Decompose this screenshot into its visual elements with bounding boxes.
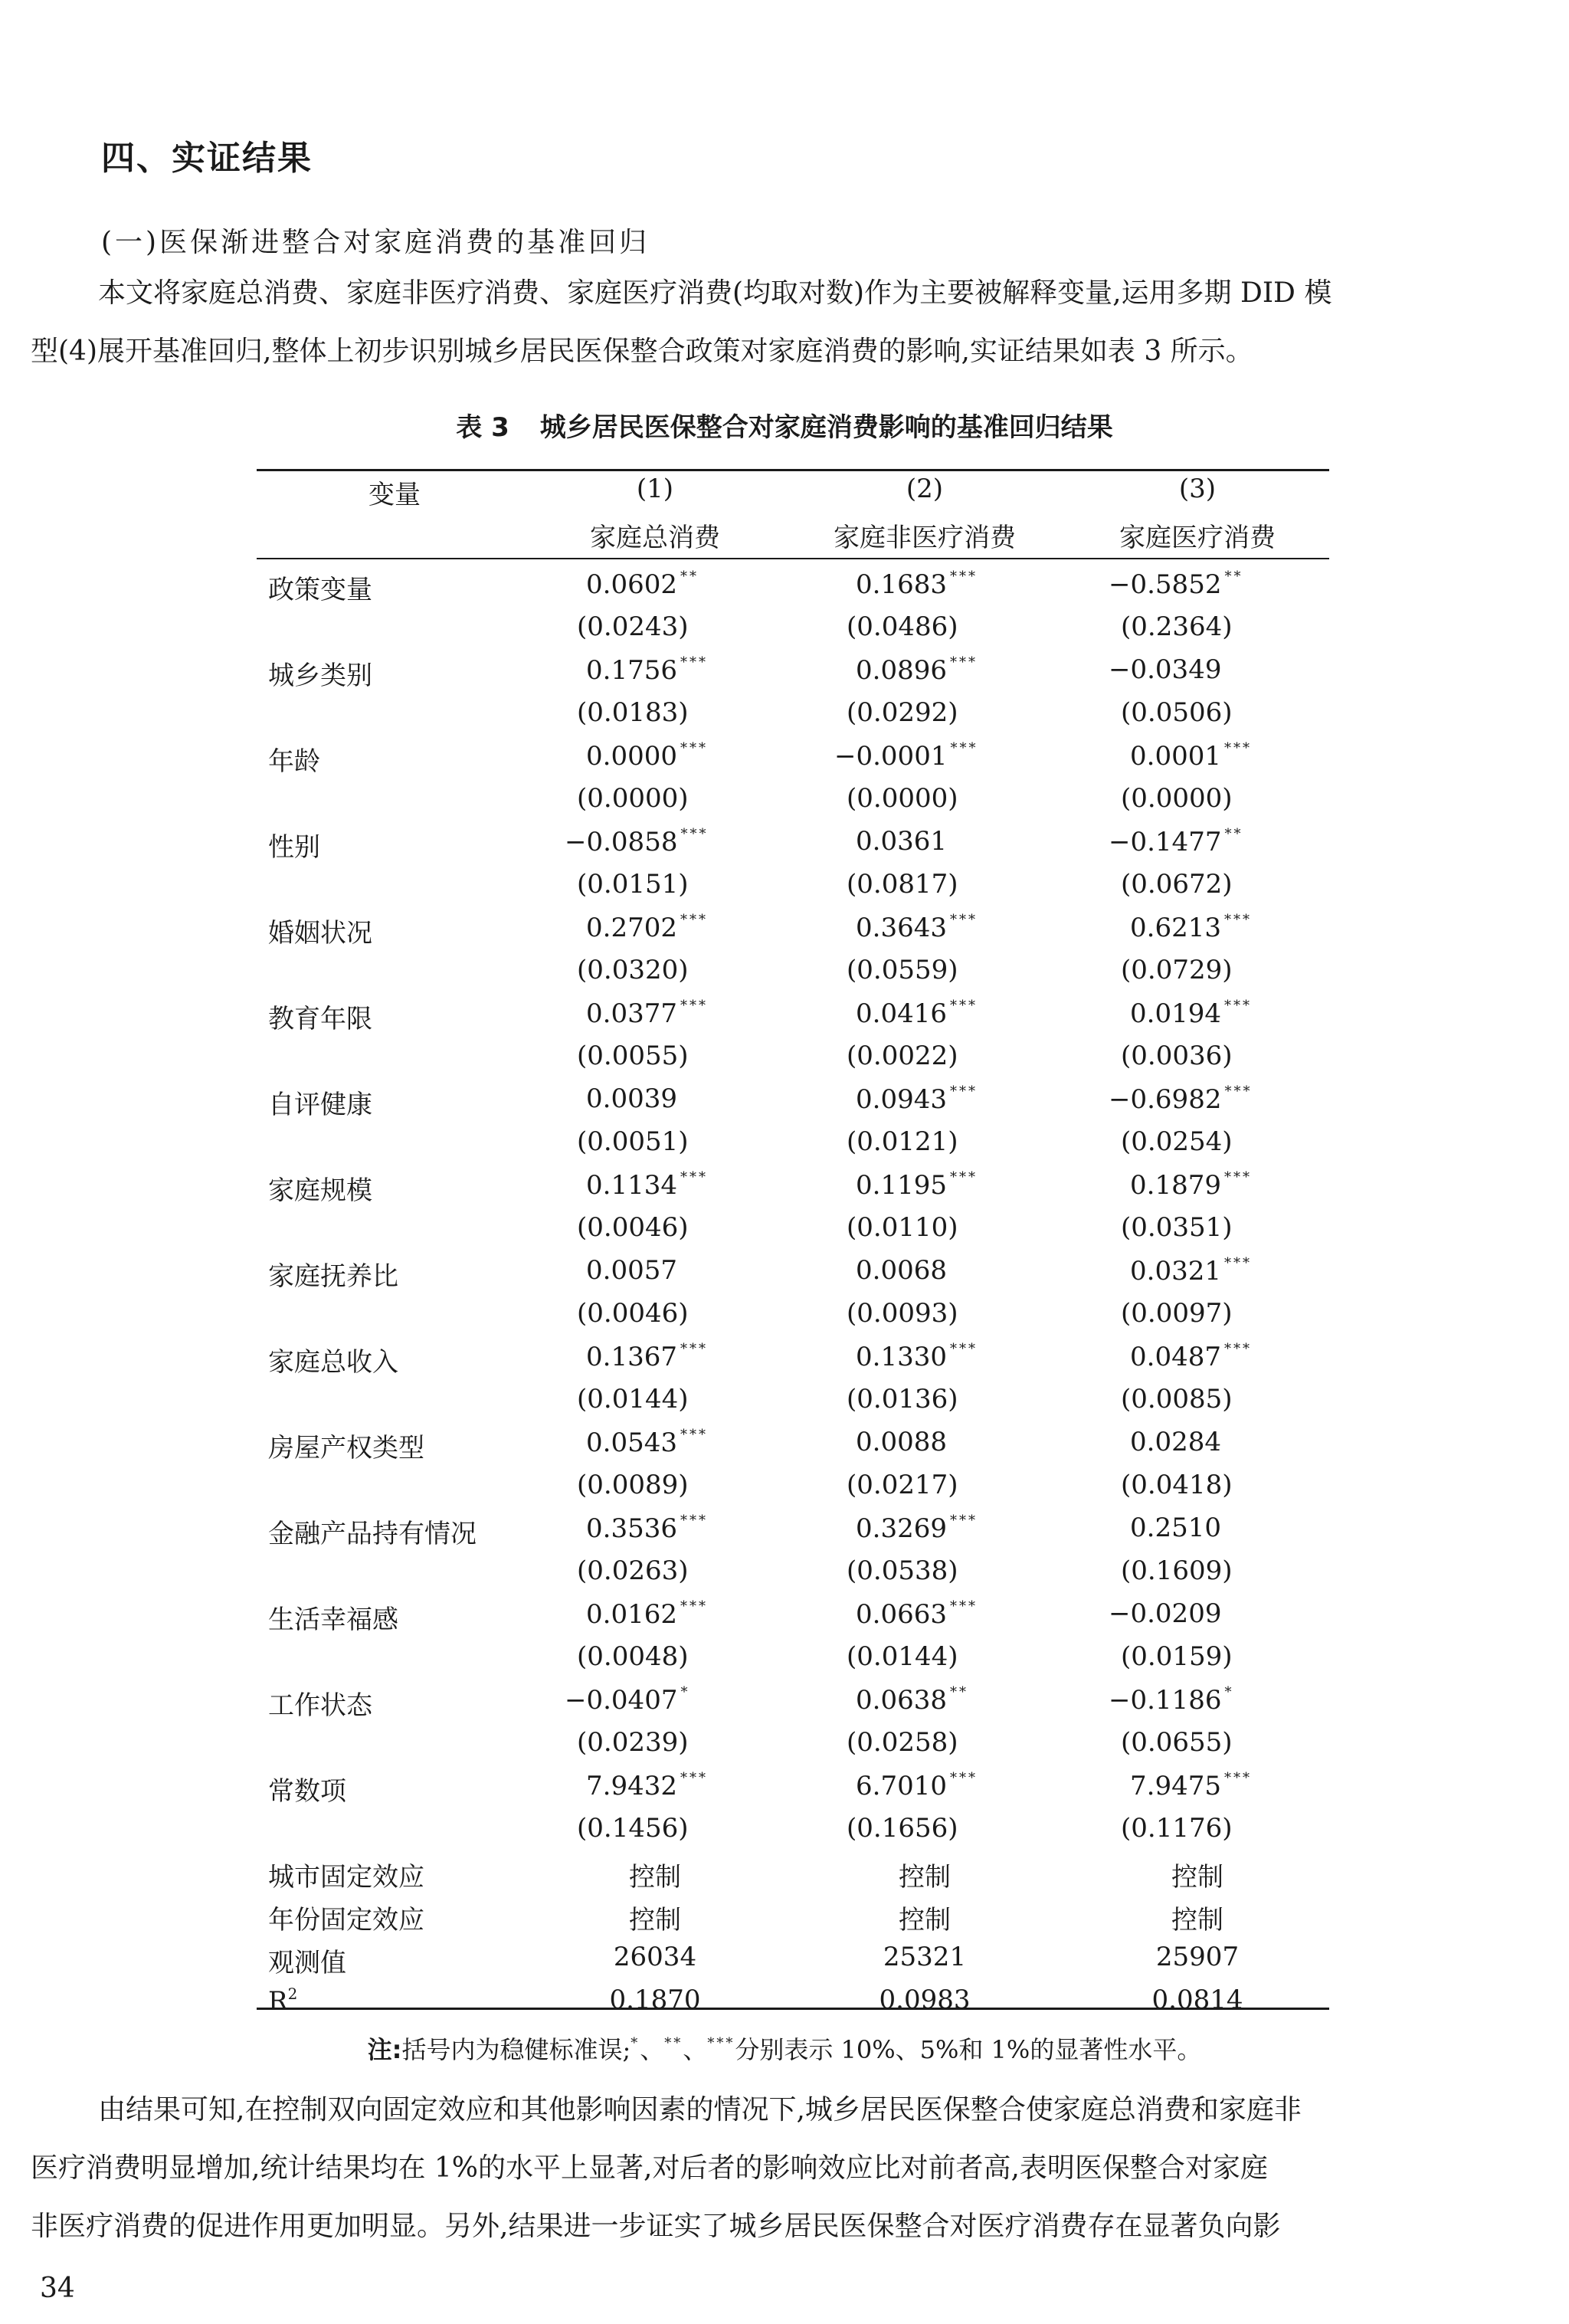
table-row [257,1255,1329,1298]
coefficient-value: 0.0663 [856,1599,947,1630]
coefficient-cell [856,826,947,857]
coefficient-value: 0.2510 [1130,1513,1221,1543]
table-caption-title: 城乡居民医保整合对家庭消费影响的基准回归结果 [539,412,1113,443]
r-squared-symbol: R [268,1986,288,2017]
coefficient-cell [586,998,708,1029]
coefficient-cell [1109,826,1243,857]
table-row-se [257,1041,1329,1083]
standard-error: (0.0559) [847,955,958,985]
conclusion-line: 非医疗消费的促进作用更加明显。另外,结果进一步证实了城乡居民医保整合对医疗消费存在显著负向影 [31,2211,1281,2242]
coefficient-value: 7.9475 [1130,1771,1221,1801]
header-variable: 变量 [369,480,421,510]
table-row-se [257,1384,1329,1427]
row-label: 教育年限 [268,1004,372,1034]
significance-stars: *** [949,1083,978,1100]
significance-stars: *** [1223,1169,1252,1185]
coefficient-value: 0.0088 [856,1427,947,1457]
table-row-se [257,1727,1329,1770]
standard-error: (0.0121) [847,1126,958,1157]
standard-error: (0.0418) [1121,1470,1233,1500]
observations-value: 25321 [883,1942,967,1972]
standard-error: (0.0085) [1121,1384,1233,1414]
table-row [257,1083,1329,1126]
coefficient-cell [1130,912,1252,943]
coefficient-value: −0.1186 [1109,1685,1222,1716]
intro-paragraph [31,264,1538,381]
coefficient-cell [1130,1513,1221,1543]
table-row [257,1169,1329,1212]
coefficient-value: 0.1367 [586,1342,677,1372]
row-label: 性别 [268,832,320,863]
significance-stars: ** [1224,826,1243,842]
coefficient-cell [856,1598,978,1630]
coefficient-value: 0.3643 [856,913,947,943]
coefficient-cell [1130,998,1252,1029]
standard-error: (0.1656) [847,1813,958,1844]
fixed-effect-value: 控制 [1171,1862,1223,1893]
table-row [257,1598,1329,1641]
standard-error: (0.0320) [577,955,689,985]
conclusion-line: 医疗消费明显增加,统计结果均在 1%的水平上显著,对后者的影响效应比对前者高,表明医保整合对家庭 [31,2152,1268,2184]
table-row-se [257,783,1329,826]
table-row [257,1770,1329,1813]
row-label: 政策变量 [268,575,372,605]
standard-error: (0.0048) [577,1641,689,1672]
fixed-effect-value: 控制 [629,1862,681,1893]
table-header-row-2 [257,516,1329,559]
section-heading: 四、实证结果 [101,139,313,178]
row-label: 家庭抚养比 [268,1261,398,1292]
coefficient-cell [586,1255,677,1286]
coefficient-value: −0.1477 [1109,827,1222,857]
standard-error: (0.0051) [577,1126,689,1157]
coefficient-value: −0.0858 [565,827,678,857]
significance-stars: *** [1223,1255,1252,1271]
significance-stars: ** [680,569,699,585]
table-row-se [257,955,1329,998]
coefficient-value: 0.0602 [586,569,677,600]
significance-stars: *** [1223,912,1252,928]
coefficient-value: 0.0068 [856,1255,947,1286]
significance-stars: *** [949,912,978,928]
significance-stars: *** [680,912,708,928]
significance-stars: *** [950,740,978,756]
coefficient-cell [586,654,708,686]
row-label: 城市固定效应 [268,1862,424,1893]
header-col-2-num: (2) [906,474,944,504]
row-label: 年龄 [268,746,320,777]
coefficient-cell [856,1513,978,1544]
table-note [0,2031,1569,2066]
significance-stars: *** [949,1598,978,1614]
table-row-se [257,869,1329,912]
standard-error: (0.0144) [577,1384,689,1414]
coefficient-value: 0.0543 [586,1428,677,1458]
row-label: 年份固定效应 [268,1905,424,1936]
standard-error: (0.0817) [847,869,958,900]
standard-error: (0.0655) [1121,1727,1233,1758]
coefficient-cell [586,740,708,772]
coefficient-cell [565,826,708,857]
significance-stars: *** [949,998,978,1014]
row-label: 金融产品持有情况 [268,1519,477,1549]
standard-error: (0.0000) [577,783,689,814]
fixed-effect-value: 控制 [1171,1905,1223,1936]
row-label: 自评健康 [268,1090,372,1120]
significance-stars: ** [949,1684,968,1700]
significance-stars: *** [949,569,978,585]
table-row [257,1513,1329,1555]
standard-error: (0.0136) [847,1384,958,1414]
coefficient-value: 0.0039 [586,1083,677,1114]
coefficient-cell [586,912,708,943]
table-row-se [257,1641,1329,1684]
significance-stars: *** [680,1341,708,1357]
row-label: 家庭规模 [268,1175,372,1206]
coefficient-value: 0.0896 [856,655,947,686]
standard-error: (0.1609) [1121,1555,1233,1586]
standard-error: (0.0022) [847,1041,958,1071]
coefficient-cell [856,1427,947,1457]
coefficient-cell [1109,1684,1233,1716]
note-separator: 、 [640,2035,665,2064]
coefficient-cell [1130,1341,1252,1372]
coefficient-value: 0.2702 [586,913,677,943]
coefficient-value: 0.1756 [586,655,677,686]
coefficient-cell [1130,1427,1221,1457]
subsection-heading: (一)医保渐进整合对家庭消费的基准回归 [101,227,650,258]
r-squared-row [257,1985,1329,2027]
standard-error: (0.0000) [1121,783,1233,814]
intro-line: 本文将家庭总消费、家庭非医疗消费、家庭医疗消费(均取对数)作为主要被解释变量,运用多期 DID 模 [98,277,1332,309]
significance-stars: *** [680,1427,708,1443]
standard-error: (0.0183) [577,697,689,728]
table-row [257,912,1329,955]
table-row [257,826,1329,869]
note-prefix: 注: [367,2035,402,2064]
r-squared-value: 0.1870 [609,1985,701,2015]
coefficient-value: 0.3536 [586,1513,677,1544]
significance-stars: *** [1223,998,1252,1014]
coefficient-value: 0.0284 [1130,1427,1221,1457]
standard-error: (0.0217) [847,1470,958,1500]
standard-error: (0.0000) [847,783,958,814]
coefficient-cell [856,569,978,600]
coefficient-cell [1109,1598,1221,1629]
row-label: 城乡类别 [268,660,372,691]
coefficient-value: 0.0487 [1130,1342,1221,1372]
coefficient-cell [586,1598,708,1630]
coefficient-value: 7.9432 [586,1771,677,1801]
coefficient-value: 0.0001 [1130,741,1221,772]
significance-stars: *** [949,1770,978,1786]
note-star-1: * [631,2035,640,2051]
note-star-3: *** [707,2035,735,2051]
table-row-se [257,1126,1329,1169]
fixed-effect-row [257,1899,1329,1942]
coefficient-cell [1109,569,1243,600]
coefficient-cell [856,1083,978,1115]
r-squared-value: 0.0983 [879,1985,971,2015]
coefficient-cell [834,740,978,772]
standard-error: (0.0258) [847,1727,958,1758]
table-row-se [257,1298,1329,1341]
standard-error: (0.0144) [847,1641,958,1672]
row-label: 家庭总收入 [268,1347,398,1378]
fixed-effect-row [257,1856,1329,1899]
r-squared-value: 0.0814 [1151,1985,1243,2015]
coefficient-value: 0.3269 [856,1513,947,1544]
coefficient-value: −0.0349 [1109,654,1222,685]
significance-stars: *** [680,740,708,756]
coefficient-value: 0.1879 [1130,1170,1221,1201]
row-label: 观测值 [268,1948,346,1978]
coefficient-cell [1130,1255,1252,1287]
coefficient-value: 0.6213 [1130,913,1221,943]
page-number: 34 [40,2273,75,2304]
table-row [257,654,1329,697]
significance-stars: *** [949,1341,978,1357]
coefficient-value: −0.6982 [1109,1084,1222,1115]
standard-error: (0.0729) [1121,955,1233,985]
table-row [257,740,1329,783]
standard-error: (0.0243) [577,611,689,642]
coefficient-value: 0.0416 [856,998,947,1029]
row-label: 生活幸福感 [268,1605,398,1635]
standard-error: (0.0292) [847,697,958,728]
table-row [257,1427,1329,1470]
coefficient-cell [856,1770,978,1801]
significance-stars: * [1224,1684,1234,1700]
coefficient-cell [586,1513,708,1544]
coefficient-cell [586,1770,708,1801]
standard-error: (0.0263) [577,1555,689,1586]
coefficient-value: −0.5852 [1109,569,1222,600]
standard-error: (0.2364) [1121,611,1233,642]
standard-error: (0.0089) [577,1470,689,1500]
coefficient-value: −0.0407 [565,1685,678,1716]
significance-stars: *** [680,1513,708,1529]
conclusion-line: 由结果可知,在控制双向固定效应和其他影响因素的情况下,城乡居民医保整合使家庭总消费和家庭非 [98,2094,1302,2126]
standard-error: (0.0097) [1121,1298,1233,1329]
coefficient-cell [586,1083,677,1114]
standard-error: (0.0506) [1121,697,1233,728]
standard-error: (0.0351) [1121,1212,1233,1243]
standard-error: (0.0110) [847,1212,958,1243]
table-caption-number: 表 3 [456,412,509,443]
table-row-se [257,1212,1329,1255]
note-text-b: 分别表示 10%、5%和 1%的显著性水平。 [735,2035,1202,2064]
table-row [257,998,1329,1041]
standard-error: (0.0046) [577,1212,689,1243]
significance-stars: *** [680,1169,708,1185]
table-row [257,569,1329,611]
standard-error: (0.0672) [1121,869,1233,900]
standard-error: (0.0254) [1121,1126,1233,1157]
table-row-se [257,1470,1329,1513]
coefficient-value: 0.0162 [586,1599,677,1630]
row-label: 房屋产权类型 [268,1433,424,1464]
standard-error: (0.1456) [577,1813,689,1844]
significance-stars: *** [680,1770,708,1786]
coefficient-cell [586,1169,708,1201]
coefficient-value: 0.0638 [856,1685,947,1716]
coefficient-cell [586,1341,708,1372]
standard-error: (0.0093) [847,1298,958,1329]
coefficient-cell [856,912,978,943]
significance-stars: *** [1223,1341,1252,1357]
standard-error: (0.0046) [577,1298,689,1329]
row-label: 婚姻状况 [268,918,372,949]
intro-line: 型(4)展开基准回归,整体上初步识别城乡居民医保整合政策对家庭消费的影响,实证结果如表 3 所示。 [31,336,1253,367]
fixed-effect-value: 控制 [899,1862,951,1893]
coefficient-value: 6.7010 [856,1771,947,1801]
coefficient-value: 0.0377 [586,998,677,1029]
standard-error: (0.1176) [1121,1813,1233,1844]
coefficient-value: 0.0000 [586,741,677,772]
standard-error: (0.0538) [847,1555,958,1586]
significance-stars: *** [680,1598,708,1614]
coefficient-value: 0.1330 [856,1342,947,1372]
coefficient-cell [856,1255,947,1286]
note-star-2: ** [664,2035,683,2051]
significance-stars: *** [1224,1083,1253,1100]
row-label: 常数项 [268,1776,346,1807]
header-col-2-name: 家庭非医疗消费 [834,523,1016,553]
table-row-se [257,1813,1329,1856]
coefficient-cell [586,569,699,600]
table-row [257,1341,1329,1384]
coefficient-cell [565,1684,690,1716]
coefficient-cell [856,1169,978,1201]
coefficient-cell [1109,1083,1252,1115]
header-col-1-name: 家庭总消费 [590,523,720,553]
table-header-row-1 [257,474,1329,516]
coefficient-value: 0.0057 [586,1255,677,1286]
observations-row [257,1942,1329,1985]
table-row-se [257,697,1329,740]
significance-stars: *** [680,826,709,842]
coefficient-value: −0.0209 [1109,1598,1222,1629]
significance-stars: *** [1223,740,1252,756]
table-caption [0,406,1569,444]
standard-error: (0.0159) [1121,1641,1233,1672]
coefficient-value: 0.0943 [856,1084,947,1115]
significance-stars: * [680,1684,690,1700]
note-text-a: 括号内为稳健标准误; [401,2035,631,2064]
table-top-rule [257,469,1329,471]
note-separator: 、 [683,2035,708,2064]
coefficient-value: 0.0321 [1130,1256,1221,1287]
coefficient-cell [856,654,978,686]
standard-error: (0.0151) [577,869,689,900]
fixed-effect-value: 控制 [629,1905,681,1936]
coefficient-cell [586,1427,708,1458]
coefficient-cell [856,1684,968,1716]
coefficient-value: −0.0001 [834,741,948,772]
table-row [257,1684,1329,1727]
header-col-3-name: 家庭医疗消费 [1119,523,1276,553]
header-col-1-num: (1) [636,474,674,504]
coefficient-value: 0.1134 [586,1170,677,1201]
fixed-effect-value: 控制 [899,1905,951,1936]
significance-stars: *** [949,654,978,670]
standard-error: (0.0036) [1121,1041,1233,1071]
significance-stars: *** [680,654,708,670]
r-squared-superscript: 2 [287,1985,298,2003]
significance-stars: *** [949,1513,978,1529]
coefficient-cell [1130,740,1252,772]
standard-error: (0.0239) [577,1727,689,1758]
significance-stars: *** [949,1169,978,1185]
significance-stars: *** [680,998,708,1014]
coefficient-value: 0.0194 [1130,998,1221,1029]
coefficient-cell [1130,1770,1252,1801]
header-col-3-num: (3) [1178,474,1217,504]
standard-error: (0.0055) [577,1041,689,1071]
standard-error: (0.0486) [847,611,958,642]
table-row-se [257,611,1329,654]
significance-stars: ** [1224,569,1243,585]
coefficient-cell [856,1341,978,1372]
coefficient-cell [1109,654,1221,685]
coefficient-value: 0.0361 [856,826,947,857]
coefficient-value: 0.1195 [856,1170,947,1201]
observations-value: 26034 [613,1942,697,1972]
coefficient-cell [1130,1169,1252,1201]
observations-value: 25907 [1155,1942,1240,1972]
coefficient-cell [856,998,978,1029]
table-row-se [257,1555,1329,1598]
r-squared-label [268,1985,297,2017]
coefficient-value: 0.1683 [856,569,947,600]
significance-stars: *** [1223,1770,1252,1786]
conclusion-paragraph [31,2081,1538,2256]
row-label: 工作状态 [268,1690,372,1721]
